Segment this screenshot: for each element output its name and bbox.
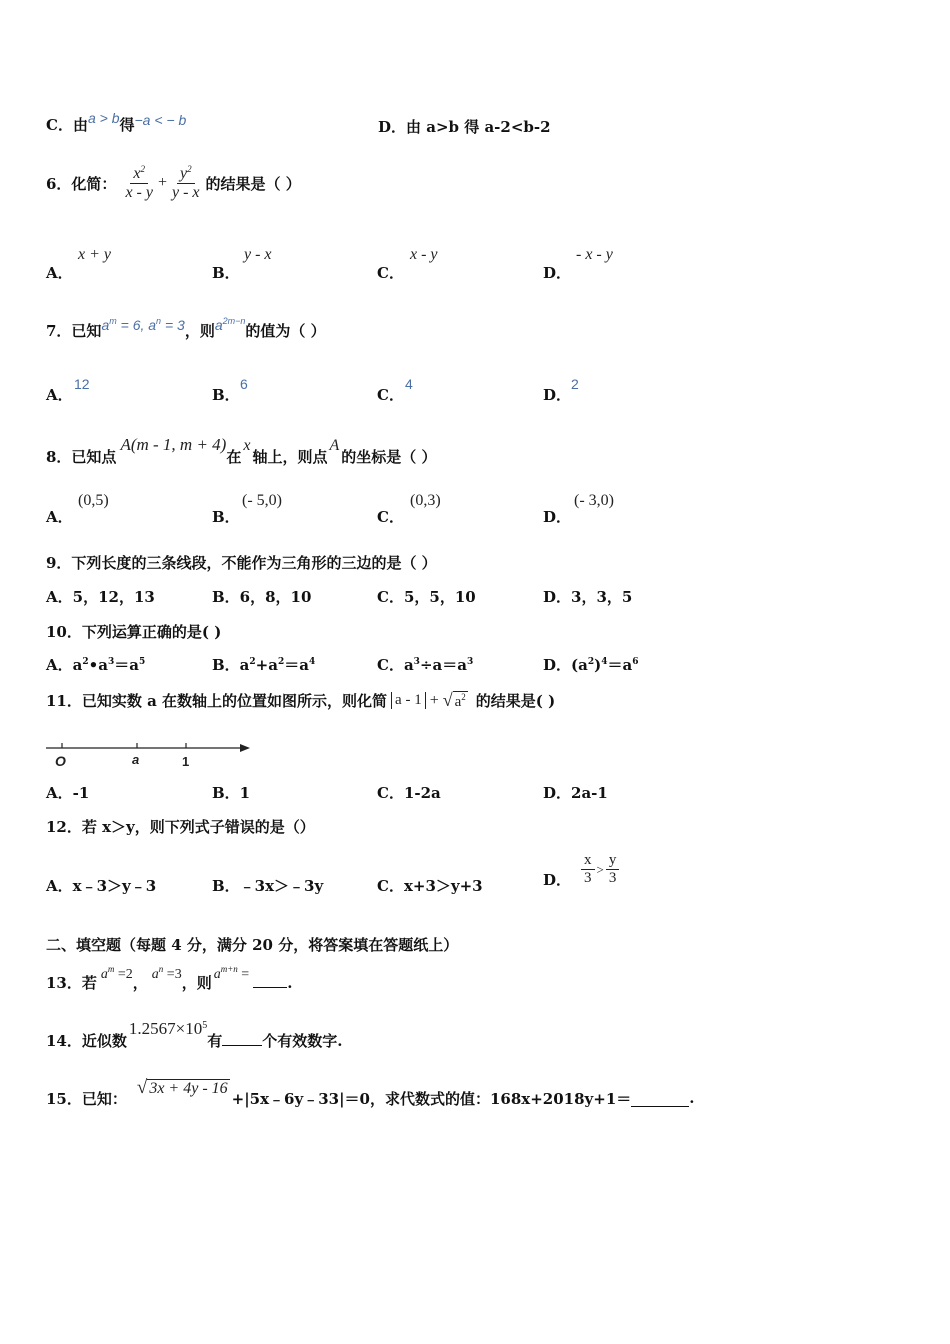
q12-option-b: B．﹣3x＞﹣3y: [212, 877, 324, 895]
q10-option-b: B．$a^2+a^2=a^4$: [212, 656, 316, 674]
question-12: 12．若 x＞y，则下列式子错误的是（）: [46, 818, 315, 836]
question-9: 9．下列长度的三条线段，不能作为三角形的三边的是（ ）: [46, 554, 437, 572]
number-line-label-o: O: [55, 753, 66, 769]
section-2-heading: 二、填空题（每题 4 分，满分 20 分，将答案填在答题纸上）: [46, 936, 459, 954]
q7-option-c-expr: 4: [405, 376, 413, 392]
q7-option-b-expr: 6: [240, 376, 248, 392]
q8-option-a-expr: (0,5): [78, 492, 109, 509]
q7-options: [46, 376, 746, 406]
q10-option-d: D．$(a^2)^4=a^6$: [543, 656, 639, 674]
q12-option-d: D． $\frac{x}{3}$ > $\frac{y}{3}$: [543, 852, 619, 887]
q6-option-b-expr: y - x: [244, 246, 272, 263]
question-13: 13．若 $a^m =2$， $a^n =3$，则 $a^{m+n}$ = .: [46, 964, 293, 992]
q6-option-c-label: C．: [377, 264, 404, 282]
q8-point-var: A: [329, 437, 340, 454]
q6-fraction-2: $\frac{y^2}{y - x}$: [172, 164, 200, 201]
q7-option-a-label: A．: [46, 386, 73, 404]
q11-number-line: [40, 738, 260, 770]
q11-option-c: C．1-2a: [377, 784, 441, 802]
q12-d-fraction-y: $\frac{y}{3}$: [606, 852, 620, 887]
q5-c-expr2: −a < − b: [134, 112, 187, 128]
q7-condition: $a^m = 6$, $a^n = 3$: [101, 316, 185, 333]
q13-expr-2: $a^n =3$: [151, 964, 182, 982]
number-line-arrow: [240, 744, 250, 752]
q13-expr-3: $a^{m+n}$ =: [213, 964, 250, 982]
q6-fraction-1: $\frac{x^2}{x - y}$: [125, 164, 153, 201]
question-10: 10．下列运算正确的是( ): [46, 623, 222, 641]
q8-axis-var: x: [243, 437, 251, 454]
q8-option-c-expr: (0,3): [410, 492, 441, 509]
number-line-label-1: 1: [182, 754, 190, 769]
q9-option-c: C．5，5，10: [377, 588, 476, 606]
question-11: 11．已知实数 a 在数轴上的位置如图所示，则化简 a - 1 + √ $a^2$ 的结果是( ): [46, 690, 556, 710]
question-15: 15．已知： √ 3x + 4y - 16 +|5x﹣6y﹣33|＝0，求代数式的值：168x+2018y+1＝ .: [46, 1077, 695, 1108]
q13-answer-blank[interactable]: [253, 986, 287, 988]
q6-options: [46, 246, 746, 286]
q6-option-b-label: B．: [212, 264, 240, 282]
q15-sqrt-expr: 3x + 4y - 16: [149, 1079, 228, 1097]
q11-abs-expr: a - 1: [391, 692, 426, 709]
q9-option-b: B．6，8，10: [212, 588, 312, 606]
q7-option-b-label: B．: [212, 386, 240, 404]
q8-option-a-label: A．: [46, 508, 73, 526]
q12-d-fraction-x: $\frac{x}{3}$: [581, 852, 595, 887]
q7-option-c-label: C．: [377, 386, 404, 404]
q7-option-d-label: D．: [543, 386, 572, 404]
question-7: 7．已知$a^m = 6$, $a^n = 3$，则$a^{2m-n}$的值为（ ）: [46, 316, 326, 340]
q15-sqrt-sign: √: [136, 1077, 148, 1098]
q14-answer-blank[interactable]: [222, 1044, 262, 1046]
q8-option-d-label: D．: [543, 508, 572, 526]
q8-option-b-expr: (- 5,0): [242, 492, 282, 509]
q7-target: $a^{2m-n}$: [214, 316, 246, 333]
q10-option-c: C．$a^3\div a=a^3$: [377, 656, 474, 674]
q6-option-a-expr: x + y: [78, 246, 111, 263]
q12-option-c: C．x+3＞y+3: [377, 877, 483, 895]
q14-number: $1.2567\times 10^5$: [128, 1019, 208, 1038]
q13-expr-1: $a^m =2$: [100, 964, 133, 982]
number-line-label-a: a: [132, 752, 140, 767]
q11-sqrt-sign: √: [442, 690, 453, 710]
q6-option-c-expr: x - y: [410, 246, 438, 263]
q7-option-a-expr: 12: [74, 376, 90, 392]
q6-option-d-expr: - x - y: [576, 246, 613, 263]
q11-option-a: A．-1: [46, 784, 90, 802]
q8-options: [46, 490, 746, 526]
q8-option-c-label: C．: [377, 508, 404, 526]
q8-option-b-label: B．: [212, 508, 240, 526]
q6-option-a-label: A．: [46, 264, 73, 282]
q10-option-a: A．$a^2•a^3=a^5$: [46, 656, 146, 674]
question-8: 8．已知点A(m - 1, m + 4)在x轴上，则点A的坐标是（ ）: [46, 435, 437, 466]
q15-answer-blank[interactable]: [631, 1105, 689, 1107]
q5-option-d: D．由 a>b 得 a-2<b-2: [378, 118, 551, 136]
question-14: 14．近似数$1.2567\times 10^5$有 个有效数字.: [46, 1019, 343, 1050]
q7-option-d-expr: 2: [571, 376, 579, 392]
q5-c-expr1: a > b: [87, 110, 120, 126]
q8-point-expr: A(m - 1, m + 4): [120, 435, 227, 454]
q6-option-d-label: D．: [543, 264, 572, 282]
q5-option-c: C．由a > b得−a < − b: [46, 110, 187, 134]
q9-option-a: A．5，12，13: [46, 588, 155, 606]
q8-option-d-expr: (- 3,0): [574, 492, 614, 509]
q12-option-a: A．x﹣3＞y﹣3: [46, 877, 157, 895]
q11-option-b: B．1: [212, 784, 251, 802]
q11-option-d: D．2a-1: [543, 784, 608, 802]
question-6: 6．化简： $\frac{x^2}{x - y}$ + $\frac{y^2}{y - x}$ 的结果是（ ）: [46, 164, 301, 201]
q9-option-d: D．3，3，5: [543, 588, 633, 606]
q11-sqrt-expr: $a^2$: [454, 691, 466, 710]
